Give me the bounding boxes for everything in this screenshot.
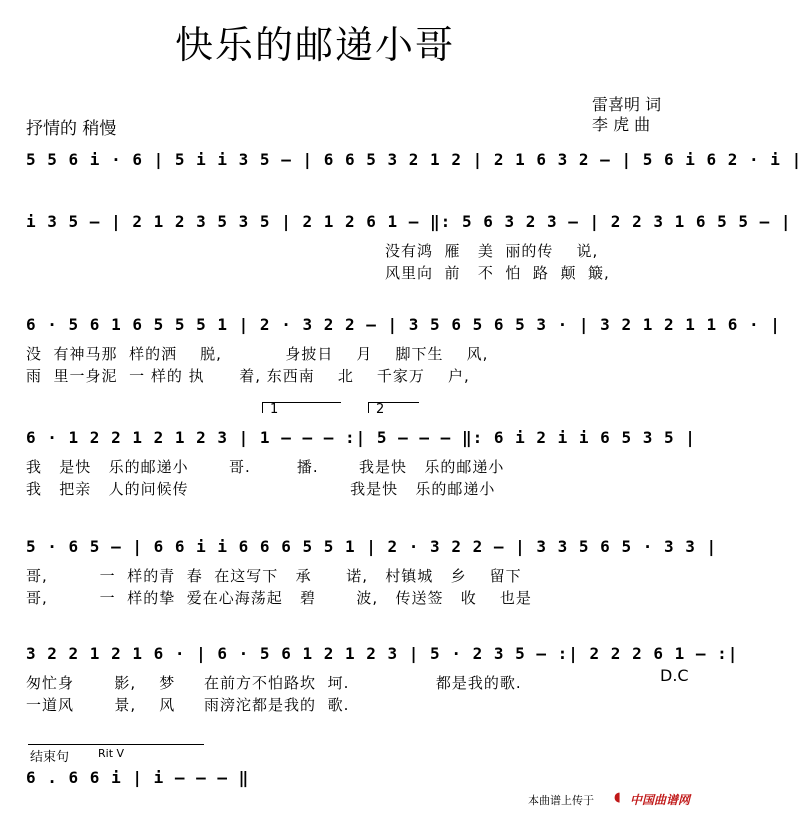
coda-divider — [28, 744, 204, 745]
notation-row-5: 5 · 6 5 – | 6 6 i i 6 6 6 5 5 1 | 2 · 3 2 2 – | 3 3 5 6 5 · 3 3 | — [26, 537, 718, 556]
first-ending-number: 1 — [270, 402, 279, 417]
notation-row-1: 5 5 6 i · 6 | 5 i i 3 5 – | 6 6 5 3 2 1 2 | 2 1 6 3 2 – | 5 6 i 6 2 · i | — [26, 150, 802, 169]
notation-row-3: 6 · 5 6 1 6 5 5 5 1 | 2 · 3 2 2 – | 3 5 6 5 6 5 3 · | 3 2 1 2 1 1 6 · | — [26, 315, 781, 334]
lyric-row-3-verse-2: 雨 里一身泥 一 样的 执 着, 东西南 北 千家万 户, — [26, 367, 470, 385]
lyricist-credit: 雷喜明 词 — [592, 95, 662, 114]
lyric-row-4-verse-2: 我 把亲 人的问候传 我是快 乐的邮递小 — [26, 480, 496, 498]
lyric-row-2-verse-1: 没有鸿 雁 美 丽的传 说, — [385, 242, 599, 260]
lyric-row-5-verse-2: 哥, 一 样的挚 爱在心海荡起 碧 波, 传送签 收 也是 — [26, 589, 532, 607]
footer-upload-text: 本曲谱上传于 — [528, 794, 594, 807]
notation-row-6: 3 2 2 1 2 1 6 · | 6 · 5 6 1 2 1 2 3 | 5 · 2 3 5 – :| 2 2 2 6 1 – :| — [26, 644, 739, 663]
composer-credit: 李 虎 曲 — [592, 115, 651, 134]
tempo-marking: 抒情的 稍慢 — [26, 119, 117, 139]
notation-coda: 6 . 6 6 i | i – – – ‖ — [26, 768, 250, 787]
lyric-row-6-verse-1: 匆忙身 影, 梦 在前方不怕路坎 坷. 都是我的歌. — [26, 674, 522, 692]
lyric-row-6-verse-2: 一道风 景, 风 雨滂沱都是我的 歌. — [26, 696, 350, 714]
lyric-row-3-verse-1: 没 有神马那 样的洒 脱, 身披日 月 脚下生 风, — [26, 345, 489, 363]
coda-label: 结束句 — [30, 750, 70, 765]
lyric-row-4-verse-1: 我 是快 乐的邮递小 哥. 播. 我是快 乐的邮递小 — [26, 458, 505, 476]
lyric-row-2-verse-2: 风里向 前 不 怕 路 颠 簸, — [385, 264, 610, 282]
song-title: 快乐的邮递小哥 — [175, 23, 456, 67]
notation-row-4: 6 · 1 2 2 1 2 1 2 3 | 1 – – – :| 5 – – – ‖: 6 i 2 i i 6 5 3 5 | — [26, 428, 696, 447]
site-logo-icon: ◖ — [614, 790, 621, 805]
second-ending-number: 2 — [376, 402, 385, 417]
coda-ritardando: Rit V — [98, 747, 125, 760]
dc-marking: D.C — [660, 666, 689, 685]
lyric-row-5-verse-1: 哥, 一 样的青 春 在这写下 承 诺, 村镇城 乡 留下 — [26, 567, 522, 585]
notation-row-2: i 3 5 – | 2 1 2 3 5 3 5 | 2 1 2 6 1 – ‖: 5 6 3 2 3 – | 2 2 3 1 6 5 5 – | — [26, 212, 792, 231]
site-logo-text[interactable]: 中国曲谱网 — [630, 793, 691, 807]
